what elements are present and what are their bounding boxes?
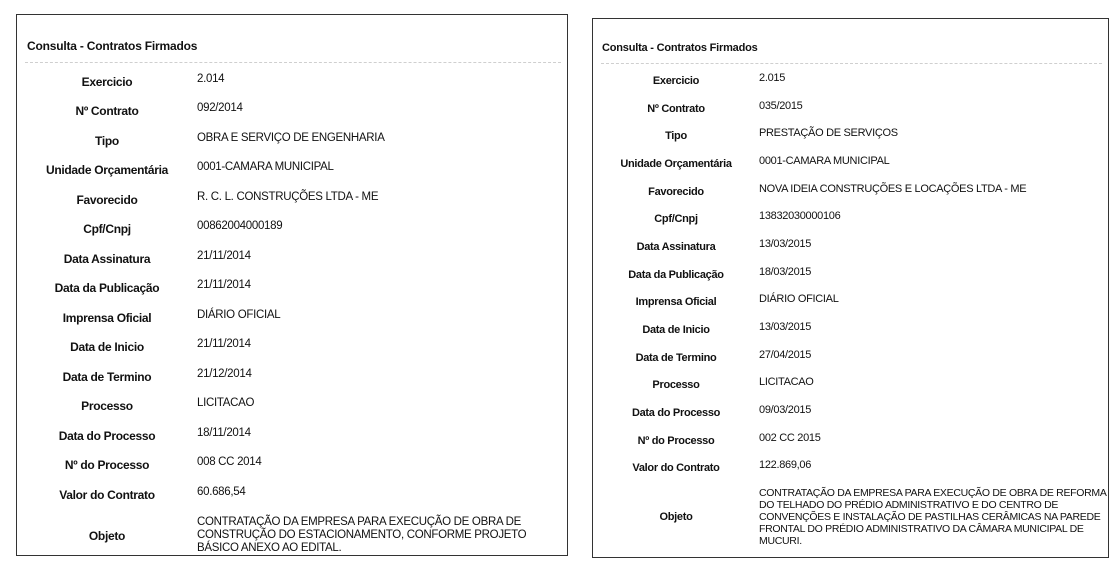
title-divider bbox=[25, 62, 561, 63]
field-label: Data de Inicio bbox=[70, 340, 144, 355]
row-processo bbox=[593, 372, 1108, 400]
field-value: PRESTAÇÃO DE SERVIÇOS bbox=[759, 127, 898, 140]
field-value: 60.686,54 bbox=[197, 485, 246, 498]
field-label: Favorecido bbox=[648, 185, 704, 198]
row-data-inicio bbox=[593, 316, 1108, 344]
row-valor-contrato bbox=[17, 480, 567, 510]
field-label: Data de Termino bbox=[62, 369, 152, 384]
row-data-termino bbox=[593, 344, 1108, 372]
field-value: 2.014 bbox=[197, 72, 225, 85]
field-label: Data do Processo bbox=[631, 407, 721, 420]
row-data-assinatura bbox=[593, 233, 1108, 261]
field-label: Objeto bbox=[88, 528, 126, 543]
field-value: CONTRATAÇÃO DA EMPRESA PARA EXECUÇÃO DE OBRA DE REFORMA DO TELHADO DO PRÉDIO ADMINISTRATIVO E DO CENTRO DE CONVENÇÕES E INSTALAÇÃO DE PASTILHAS CERÂMICAS NA PAREDE FRONTAL DO PRÉDIO ADMINISTRATIVO DA CÂMARA MUNICIPAL DE MUCURI. bbox=[759, 487, 1106, 548]
row-data-assinatura bbox=[17, 244, 567, 274]
row-unidade bbox=[593, 150, 1108, 178]
field-label: Data da Publicação bbox=[628, 268, 724, 281]
row-data-publicacao bbox=[17, 274, 567, 304]
contract-panel-left bbox=[16, 14, 568, 556]
field-label: Data de Termino bbox=[635, 351, 717, 364]
field-label: Data do Processo bbox=[58, 428, 156, 443]
row-tipo bbox=[17, 126, 567, 156]
title-divider bbox=[601, 63, 1102, 64]
row-favorecido bbox=[17, 185, 567, 215]
field-value: 002 CC 2015 bbox=[759, 431, 821, 444]
row-imprensa-oficial bbox=[17, 303, 567, 333]
field-value: 008 CC 2014 bbox=[197, 456, 262, 469]
field-value: 18/11/2014 bbox=[197, 426, 251, 439]
field-label: Favorecido bbox=[76, 192, 138, 207]
row-data-publicacao bbox=[593, 261, 1108, 289]
field-label: Objeto bbox=[659, 511, 693, 524]
field-value: 2.015 bbox=[759, 71, 786, 84]
panel-title: Consulta - Contratos Firmados bbox=[27, 39, 198, 53]
field-value: 0001-CAMARA MUNICIPAL bbox=[197, 161, 334, 174]
field-value: 21/11/2014 bbox=[197, 279, 251, 292]
field-label: Processo bbox=[652, 379, 700, 392]
field-value: NOVA IDEIA CONSTRUÇÕES E LOCAÇÕES LTDA - ME bbox=[759, 182, 1027, 195]
field-value: 21/11/2014 bbox=[197, 249, 251, 262]
row-data-inicio bbox=[17, 333, 567, 363]
field-value: 092/2014 bbox=[197, 102, 243, 115]
field-value: 13/03/2015 bbox=[759, 321, 812, 334]
field-value: 13/03/2015 bbox=[759, 237, 812, 250]
field-value: LICITACAO bbox=[759, 376, 814, 389]
contract-panel-right bbox=[592, 18, 1109, 558]
field-label: Data Assinatura bbox=[636, 240, 716, 253]
row-exercicio bbox=[17, 67, 567, 97]
field-value: 27/04/2015 bbox=[759, 348, 812, 361]
row-data-termino bbox=[17, 362, 567, 392]
field-label: Cpf/Cnpj bbox=[654, 213, 698, 226]
field-value: 122.869,06 bbox=[759, 459, 812, 472]
field-value: DIÁRIO OFICIAL bbox=[197, 308, 281, 321]
field-value: 035/2015 bbox=[759, 99, 803, 112]
row-tipo bbox=[593, 122, 1108, 150]
row-objeto bbox=[17, 510, 567, 562]
field-value: R. C. L. CONSTRUÇÕES LTDA - ME bbox=[197, 190, 379, 203]
field-label: Valor do Contrato bbox=[59, 487, 155, 502]
field-value: 13832030000106 bbox=[759, 210, 841, 223]
row-contrato bbox=[593, 95, 1108, 123]
field-value: 00862004000189 bbox=[197, 220, 283, 233]
field-value: OBRA E SERVIÇO DE ENGENHARIA bbox=[197, 131, 385, 144]
field-label: Data de Inicio bbox=[642, 324, 710, 337]
field-label: Processo bbox=[81, 399, 133, 414]
field-label: Unidade Orçamentária bbox=[45, 163, 169, 178]
field-label: Data Assinatura bbox=[63, 251, 151, 266]
contract-details bbox=[593, 67, 1108, 552]
row-valor-contrato bbox=[593, 455, 1108, 483]
field-value: LICITACAO bbox=[197, 397, 255, 410]
field-label: Tipo bbox=[665, 130, 687, 143]
field-value: 21/11/2014 bbox=[197, 338, 251, 351]
row-data-processo bbox=[17, 421, 567, 451]
row-cpf-cnpj bbox=[593, 205, 1108, 233]
field-label: Data da Publicação bbox=[54, 281, 160, 296]
row-numero-processo bbox=[593, 427, 1108, 455]
contract-details bbox=[17, 67, 567, 562]
row-contrato bbox=[17, 97, 567, 127]
field-label: Nº Contrato bbox=[75, 104, 139, 119]
field-label: Unidade Orçamentária bbox=[620, 157, 732, 170]
field-value: 09/03/2015 bbox=[759, 404, 812, 417]
field-label: Tipo bbox=[95, 133, 119, 148]
field-label: Valor do Contrato bbox=[632, 462, 720, 475]
row-data-processo bbox=[593, 399, 1108, 427]
field-label: Nº do Processo bbox=[64, 458, 150, 473]
panel-title: Consulta - Contratos Firmados bbox=[602, 42, 758, 54]
field-value: 0001-CAMARA MUNICIPAL bbox=[759, 154, 890, 167]
field-value: 18/03/2015 bbox=[759, 265, 812, 278]
field-value: CONTRATAÇÃO DA EMPRESA PARA EXECUÇÃO DE OBRA DE CONSTRUÇÃO DO ESTACIONAMENTO, CONFORME PROJETO BÁSICO ANEXO AO EDITAL. bbox=[197, 516, 527, 554]
field-value: 21/12/2014 bbox=[197, 367, 252, 380]
field-label: Imprensa Oficial bbox=[635, 296, 717, 309]
field-label: Exercicio bbox=[652, 74, 700, 87]
field-label: Cpf/Cnpj bbox=[83, 222, 131, 237]
field-label: Nº Contrato bbox=[647, 102, 705, 115]
row-objeto bbox=[593, 482, 1108, 552]
row-favorecido bbox=[593, 178, 1108, 206]
row-imprensa-oficial bbox=[593, 289, 1108, 317]
row-numero-processo bbox=[17, 451, 567, 481]
row-unidade bbox=[17, 156, 567, 186]
field-label: Imprensa Oficial bbox=[62, 310, 152, 325]
field-label: Exercicio bbox=[81, 74, 133, 89]
row-exercicio bbox=[593, 67, 1108, 95]
field-value: DIÁRIO OFICIAL bbox=[759, 293, 839, 306]
row-processo bbox=[17, 392, 567, 422]
row-cpf-cnpj bbox=[17, 215, 567, 245]
field-label: Nº do Processo bbox=[637, 434, 715, 447]
